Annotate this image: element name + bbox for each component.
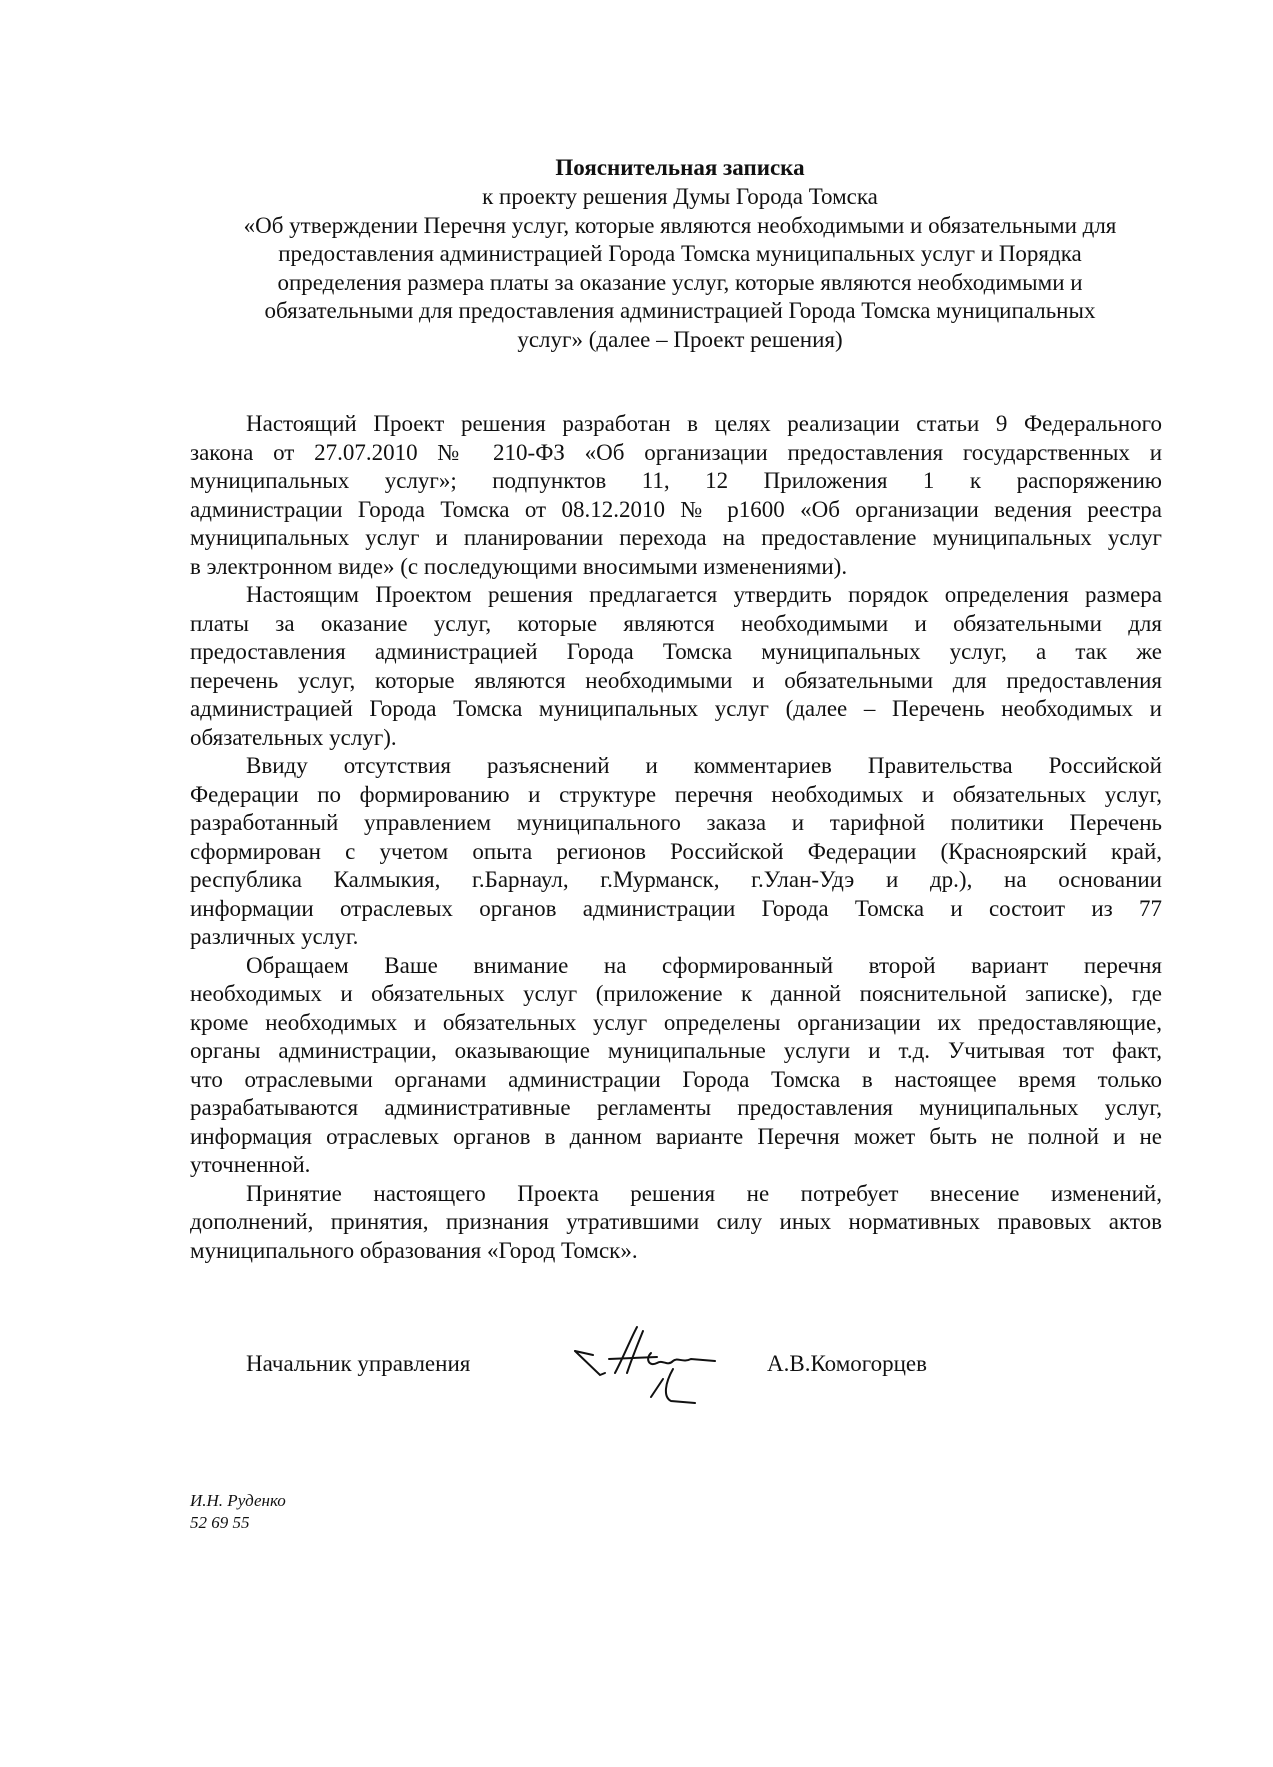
signatory-position: Начальник управления — [246, 1351, 471, 1376]
paragraph-line: Федерации по формированию и структуре перечня необходимых и обязательных услуг, — [190, 781, 1162, 807]
paragraph — [190, 952, 1162, 1180]
paragraph-line: разработанный управлением муниципального заказа и тарифной политики Перечень — [190, 810, 1162, 835]
paragraph — [190, 410, 1162, 581]
paragraph — [190, 752, 1162, 952]
paragraph — [190, 1180, 1162, 1266]
paragraph-line: сформирован с учетом опыта регионов Российской Федерации (Красноярский край, — [190, 838, 1162, 864]
executor-name: И.Н. Руденко — [190, 1491, 286, 1510]
heading-line: услуг» (далее – Проект решения) — [517, 326, 843, 352]
paragraph-line: администрацией Города Томска муниципальных услуг (далее – Перечень необходимых и — [190, 696, 1162, 721]
document-title: Пояснительная записка — [555, 155, 805, 180]
paragraph-line: в электронном виде» (с последующими вносимыми изменениями). — [190, 553, 848, 579]
paragraph-line: органы администрации, оказывающие муниципальные услуги и т.д. Учитывая тот факт, — [190, 1038, 1162, 1063]
paragraph-line: муниципального образования «Город Томск». — [190, 1237, 638, 1263]
paragraph-line: Принятие настоящего Проекта решения не потребует внесение изменений, — [246, 1180, 1162, 1206]
signature-block — [190, 1345, 1170, 1415]
paragraph-line: кроме необходимых и обязательных услуг определены организации их предоставляющие, — [190, 1009, 1162, 1035]
paragraph-line: Настоящий Проект решения разработан в целях реализации статьи 9 Федерального — [246, 411, 1162, 436]
paragraph-line: перечень услуг, которые являются необходимыми и обязательными для предоставления — [190, 667, 1162, 693]
heading-line: определения размера платы за оказание услуг, которые являются необходимыми и — [277, 269, 1083, 295]
paragraph-line: предоставления администрацией Города Томска муниципальных услуг, а так же — [190, 639, 1162, 664]
paragraph — [190, 581, 1162, 752]
paragraph-line: различных услуг. — [190, 924, 359, 949]
paragraph-line: разрабатываются административные регламенты предоставления муниципальных услуг, — [190, 1095, 1162, 1120]
handwritten-signature — [565, 1323, 745, 1413]
paragraph-line: необходимых и обязательных услуг (приложение к данной пояснительной записке), где — [190, 981, 1162, 1006]
paragraph-line: закона от 27.07.2010 № 210-ФЗ «Об организации предоставления государственных и — [190, 439, 1162, 465]
paragraph-line: что отраслевыми органами администрации Города Томска в настоящее время только — [190, 1066, 1162, 1092]
heading-line: предоставления администрацией Города Томска муниципальных услуг и Порядка — [278, 241, 1082, 266]
executor-phone: 52 69 55 — [190, 1513, 250, 1532]
heading-line: обязательными для предоставления администрацией Города Томска муниципальных — [264, 298, 1096, 323]
document-heading — [190, 183, 1170, 354]
paragraph-line: муниципальных услуг и планировании перехода на предоставление муниципальных услуг — [190, 525, 1162, 550]
paragraph-line: информация отраслевых органов в данном варианте Перечня может быть не полной и не — [190, 1123, 1162, 1149]
paragraph-line: дополнений, принятия, признания утратившими силу иных нормативных правовых актов — [190, 1209, 1162, 1234]
heading-line: к проекту решения Думы Города Томска — [482, 184, 878, 209]
paragraph-line: Ввиду отсутствия разъяснений и комментариев Правительства Российской — [246, 753, 1162, 778]
document-body — [190, 410, 1162, 1265]
paragraph-line: Обращаем Ваше внимание на сформированный второй вариант перечня — [246, 952, 1162, 978]
paragraph-line: республика Калмыкия, г.Барнаул, г.Мурманск, г.Улан-Удэ и др.), на основании — [190, 867, 1162, 892]
paragraph-line: администрации Города Томска от 08.12.2010 № р1600 «Об организации ведения реестра — [190, 496, 1162, 522]
executor-info — [190, 1490, 286, 1534]
signatory-name: А.В.Комогорцев — [767, 1351, 928, 1376]
heading-line: «Об утверждении Перечня услуг, которые являются необходимыми и обязательными для — [243, 212, 1117, 238]
paragraph-line: информации отраслевых органов администрации Города Томска и состоит из 77 — [190, 895, 1162, 921]
paragraph-line: Настоящим Проектом решения предлагается утвердить порядок определения размера — [246, 582, 1162, 607]
paragraph-line: обязательных услуг). — [190, 724, 397, 750]
paragraph-line: муниципальных услуг»; подпунктов 11, 12 Приложения 1 к распоряжению — [190, 468, 1162, 493]
paragraph-line: платы за оказание услуг, которые являются необходимыми и обязательными для — [190, 610, 1162, 636]
paragraph-line: уточненной. — [190, 1152, 311, 1177]
